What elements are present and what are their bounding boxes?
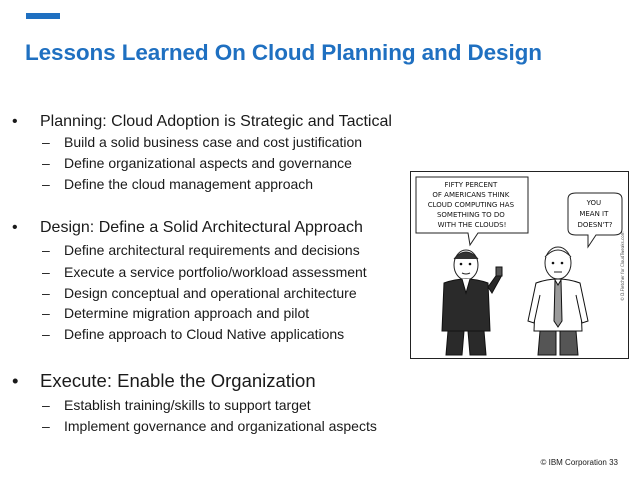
dash-glyph: – bbox=[42, 155, 50, 171]
page-number: 33 bbox=[609, 458, 618, 467]
dash-glyph: – bbox=[42, 264, 50, 280]
bullet-glyph: • bbox=[12, 219, 18, 236]
dash-glyph: – bbox=[42, 326, 50, 342]
dash-glyph: – bbox=[42, 176, 50, 192]
section-heading-planning: Planning: Cloud Adoption is Strategic and Tactical bbox=[40, 113, 392, 130]
speech-left-line: OF AMERICANS THINK bbox=[432, 191, 510, 199]
copyright-text: © IBM Corporation bbox=[540, 458, 607, 467]
dash-glyph: – bbox=[42, 305, 50, 321]
speech-left-line: WITH THE CLOUDS! bbox=[437, 221, 507, 229]
speech-left-line: FIFTY PERCENT bbox=[444, 181, 498, 189]
bullet-glyph: • bbox=[12, 113, 18, 130]
speech-left-line: CLOUD COMPUTING HAS bbox=[427, 201, 515, 209]
cartoon-credit: © D.Fletcher for CloudTweaks.com bbox=[620, 231, 625, 301]
section-heading-design: Design: Define a Solid Architectural Approach bbox=[40, 219, 363, 236]
speech-right-line: YOU bbox=[586, 199, 602, 207]
dash-glyph: – bbox=[42, 242, 50, 258]
list-item: Build a solid business case and cost justification bbox=[64, 134, 363, 150]
speech-right-line: MEAN IT bbox=[579, 210, 609, 218]
bullet-glyph: • bbox=[12, 370, 19, 391]
dash-glyph: – bbox=[42, 285, 50, 301]
accent-bar bbox=[26, 13, 60, 19]
footer bbox=[540, 458, 618, 467]
list-item: Implement governance and organizational aspects bbox=[64, 418, 377, 434]
speech-right-line: DOESN'T? bbox=[577, 221, 613, 229]
cartoon-image bbox=[410, 171, 629, 359]
list-item: Design conceptual and operational architecture bbox=[64, 285, 357, 301]
slide-title: Lessons Learned On Cloud Planning and Design bbox=[25, 40, 542, 65]
list-item: Define approach to Cloud Native applications bbox=[64, 326, 345, 342]
dash-glyph: – bbox=[42, 397, 50, 413]
list-item: Determine migration approach and pilot bbox=[64, 305, 310, 321]
section-heading-execute: Execute: Enable the Organization bbox=[40, 370, 316, 391]
speech-left-line: SOMETHING TO DO bbox=[436, 211, 505, 219]
list-item: Establish training/skills to support target bbox=[64, 397, 311, 413]
list-item: Define the cloud management approach bbox=[64, 176, 314, 192]
dash-glyph: – bbox=[42, 418, 50, 434]
dash-glyph: – bbox=[42, 134, 50, 150]
list-item: Define architectural requirements and decisions bbox=[64, 242, 360, 258]
list-item: Execute a service portfolio/workload assessment bbox=[64, 264, 367, 280]
list-item: Define organizational aspects and governance bbox=[64, 155, 352, 171]
